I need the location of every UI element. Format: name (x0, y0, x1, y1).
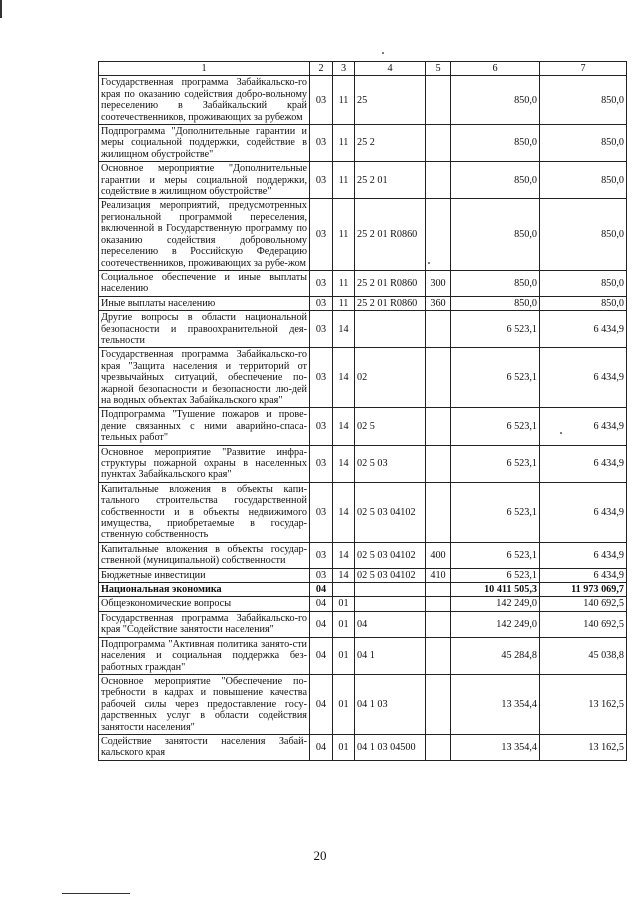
subsection-code-cell: 14 (333, 311, 355, 348)
target-article-cell (355, 583, 426, 597)
amount-col7-cell: 850,0 (540, 76, 627, 125)
item-name-cell: Основное мероприятие "Обеспечение по-требности в кадрах и повышение качества рабочей силы через предоставление госу-дарственных услуг в области содействия занятости населения" (99, 674, 310, 734)
amount-col7-cell: 45 038,8 (540, 637, 627, 674)
subsection-code-cell: 14 (333, 348, 355, 408)
section-code-cell: 04 (310, 611, 333, 637)
amount-col6-cell: 13 354,4 (451, 734, 540, 760)
amount-col7-cell: 850,0 (540, 296, 627, 310)
table-header-row (99, 62, 627, 76)
amount-col7-cell: 11 973 069,7 (540, 583, 627, 597)
subsection-code-cell: 14 (333, 445, 355, 482)
column-header: 5 (426, 62, 451, 76)
table-row (99, 611, 627, 637)
amount-col7-cell: 6 434,9 (540, 408, 627, 445)
table-row (99, 296, 627, 310)
target-article-cell: 04 1 03 (355, 674, 426, 734)
item-name-cell: Подпрограмма "Дополнительные гарантии и меры социальной поддержки, содействие в жилищном обустройстве" (99, 125, 310, 162)
target-article-cell: 02 5 03 (355, 445, 426, 482)
page-number: 20 (313, 848, 327, 863)
subsection-code-cell: 01 (333, 611, 355, 637)
amount-col6-cell: 6 523,1 (451, 408, 540, 445)
expense-type-cell (426, 199, 451, 270)
target-article-cell (355, 311, 426, 348)
section-code-cell: 03 (310, 348, 333, 408)
amount-col6-cell: 850,0 (451, 125, 540, 162)
table-row (99, 348, 627, 408)
column-header: 1 (99, 62, 310, 76)
table-row (99, 637, 627, 674)
amount-col7-cell: 6 434,9 (540, 348, 627, 408)
subsection-code-cell: 01 (333, 734, 355, 760)
target-article-cell: 02 5 03 04102 (355, 482, 426, 542)
item-name-cell: Капитальные вложения в объекты капи-тального строительства государственной собственности и в объекты недвижимого имущества, приобретаемые в государ-ственную собственность (99, 482, 310, 542)
table-row (99, 125, 627, 162)
amount-col6-cell: 142 249,0 (451, 597, 540, 611)
item-name-cell: Государственная программа Забайкальско-го края "Защита населения и территорий от чрезвычайных ситуаций, обеспечение по-жарной безопасности и безопасности лю-дей на водных объектах Забайкальского края" (99, 348, 310, 408)
item-name-cell: Содействие занятости населения Забай-кальского края (99, 734, 310, 760)
amount-col7-cell: 6 434,9 (540, 568, 627, 582)
item-name-cell: Основное мероприятие "Развитие инфра-структуры пожарной охраны в населенных пунктах Забайкальского края" (99, 445, 310, 482)
table-row (99, 270, 627, 296)
expense-type-cell: 360 (426, 296, 451, 310)
table-row (99, 445, 627, 482)
item-name-cell: Основное мероприятие "Дополнительные гарантии и меры социальной поддержки, содействие в жилищном обустройстве" (99, 162, 310, 199)
table-row (99, 162, 627, 199)
target-article-cell: 02 5 03 04102 (355, 568, 426, 582)
expense-type-cell (426, 597, 451, 611)
amount-col6-cell: 6 523,1 (451, 542, 540, 568)
subsection-code-cell: 01 (333, 637, 355, 674)
table-row (99, 568, 627, 582)
expense-type-cell: 400 (426, 542, 451, 568)
table-row (99, 597, 627, 611)
column-header: 3 (333, 62, 355, 76)
target-article-cell (355, 597, 426, 611)
amount-col6-cell: 6 523,1 (451, 482, 540, 542)
section-code-cell: 03 (310, 199, 333, 270)
amount-col6-cell: 13 354,4 (451, 674, 540, 734)
section-code-cell: 03 (310, 311, 333, 348)
expense-type-cell (426, 125, 451, 162)
section-code-cell: 03 (310, 270, 333, 296)
target-article-cell: 25 2 (355, 125, 426, 162)
target-article-cell: 02 (355, 348, 426, 408)
table-row (99, 734, 627, 760)
target-article-cell: 04 1 (355, 637, 426, 674)
amount-col7-cell: 140 692,5 (540, 597, 627, 611)
section-code-cell: 03 (310, 125, 333, 162)
expense-type-cell (426, 162, 451, 199)
section-code-cell: 03 (310, 408, 333, 445)
target-article-cell: 02 5 (355, 408, 426, 445)
expense-type-cell (426, 734, 451, 760)
amount-col7-cell: 6 434,9 (540, 445, 627, 482)
item-name-cell: Капитальные вложения в объекты государ-ственной (муниципальной) собственности (99, 542, 310, 568)
amount-col7-cell: 850,0 (540, 162, 627, 199)
target-article-cell: 04 (355, 611, 426, 637)
amount-col7-cell: 13 162,5 (540, 734, 627, 760)
amount-col6-cell: 10 411 505,3 (451, 583, 540, 597)
target-article-cell: 25 2 01 R0860 (355, 296, 426, 310)
amount-col7-cell: 850,0 (540, 125, 627, 162)
amount-col6-cell: 850,0 (451, 270, 540, 296)
table-row (99, 76, 627, 125)
subsection-code-cell: 11 (333, 76, 355, 125)
amount-col6-cell: 850,0 (451, 162, 540, 199)
subsection-code-cell: 01 (333, 674, 355, 734)
section-code-cell: 03 (310, 76, 333, 125)
amount-col6-cell: 6 523,1 (451, 568, 540, 582)
item-name-cell: Подпрограмма "Активная политика занято-сти населения и социальная поддержка без-работных граждан" (99, 637, 310, 674)
section-code-cell: 03 (310, 162, 333, 199)
item-name-cell: Другие вопросы в области национальной безопасности и правоохранительной дея-тельности (99, 311, 310, 348)
table-row (99, 482, 627, 542)
section-code-cell: 03 (310, 296, 333, 310)
item-name-cell: Государственная программа Забайкальско-го края "Содействие занятости населения" (99, 611, 310, 637)
section-code-cell: 03 (310, 445, 333, 482)
amount-col7-cell: 140 692,5 (540, 611, 627, 637)
section-code-cell: 04 (310, 637, 333, 674)
target-article-cell: 25 (355, 76, 426, 125)
item-name-cell: Социальное обеспечение и иные выплаты населению (99, 270, 310, 296)
item-name-cell: Общеэкономические вопросы (99, 597, 310, 611)
target-article-cell: 02 5 03 04102 (355, 542, 426, 568)
expense-type-cell (426, 445, 451, 482)
expense-type-cell (426, 637, 451, 674)
amount-col7-cell: 6 434,9 (540, 482, 627, 542)
budget-table-body (99, 62, 627, 761)
column-header: 4 (355, 62, 426, 76)
target-article-cell: 04 1 03 04500 (355, 734, 426, 760)
amount-col7-cell: 850,0 (540, 199, 627, 270)
scan-edge-mark (0, 0, 2, 18)
target-article-cell: 25 2 01 (355, 162, 426, 199)
footnote-divider (62, 893, 130, 894)
item-name-cell: Государственная программа Забайкальско-го края по оказанию содействия добро-вольному переселению в Забайкальский край соотечественников, проживающих за рубежом (99, 76, 310, 125)
item-name-cell: Иные выплаты населению (99, 296, 310, 310)
subsection-code-cell: 11 (333, 199, 355, 270)
expense-type-cell: 410 (426, 568, 451, 582)
section-code-cell: 04 (310, 583, 333, 597)
target-article-cell: 25 2 01 R0860 (355, 199, 426, 270)
scan-speck (382, 52, 384, 54)
amount-col7-cell: 13 162,5 (540, 674, 627, 734)
amount-col6-cell: 45 284,8 (451, 637, 540, 674)
amount-col7-cell: 6 434,9 (540, 542, 627, 568)
amount-col6-cell: 850,0 (451, 199, 540, 270)
section-code-cell: 03 (310, 542, 333, 568)
item-name-cell: Национальная экономика (99, 583, 310, 597)
subsection-code-cell: 14 (333, 482, 355, 542)
amount-col7-cell: 6 434,9 (540, 311, 627, 348)
expense-type-cell (426, 76, 451, 125)
amount-col6-cell: 6 523,1 (451, 445, 540, 482)
amount-col6-cell: 850,0 (451, 296, 540, 310)
section-code-cell: 03 (310, 568, 333, 582)
amount-col6-cell: 6 523,1 (451, 348, 540, 408)
section-code-cell: 04 (310, 597, 333, 611)
expense-type-cell (426, 348, 451, 408)
item-name-cell: Реализация мероприятий, предусмотренных региональной программой переселения, включенной в Государственную программу по оказанию содействия добровольному переселению в Российскую Федерацию соотечественников, проживающих за рубе-жом (99, 199, 310, 270)
column-header: 7 (540, 62, 627, 76)
table-row (99, 199, 627, 270)
section-code-cell: 03 (310, 482, 333, 542)
target-article-cell: 25 2 01 R0860 (355, 270, 426, 296)
expense-type-cell (426, 611, 451, 637)
section-code-cell: 04 (310, 734, 333, 760)
expense-type-cell: 300 (426, 270, 451, 296)
column-header: 6 (451, 62, 540, 76)
subsection-code-cell (333, 583, 355, 597)
expense-type-cell (426, 482, 451, 542)
subsection-code-cell: 11 (333, 162, 355, 199)
subsection-code-cell: 14 (333, 408, 355, 445)
amount-col6-cell: 6 523,1 (451, 311, 540, 348)
amount-col7-cell: 850,0 (540, 270, 627, 296)
table-row (99, 542, 627, 568)
item-name-cell: Бюджетные инвестиции (99, 568, 310, 582)
subsection-code-cell: 14 (333, 542, 355, 568)
subsection-code-cell: 01 (333, 597, 355, 611)
column-header: 2 (310, 62, 333, 76)
amount-col6-cell: 850,0 (451, 76, 540, 125)
table-row (99, 583, 627, 597)
budget-table (98, 61, 627, 761)
subsection-code-cell: 11 (333, 270, 355, 296)
item-name-cell: Подпрограмма "Тушение пожаров и прове-дение связанных с ними аварийно-спаса-тельных работ" (99, 408, 310, 445)
table-row (99, 674, 627, 734)
expense-type-cell (426, 674, 451, 734)
expense-type-cell (426, 311, 451, 348)
section-code-cell: 04 (310, 674, 333, 734)
amount-col6-cell: 142 249,0 (451, 611, 540, 637)
table-row (99, 408, 627, 445)
expense-type-cell (426, 583, 451, 597)
subsection-code-cell: 11 (333, 296, 355, 310)
subsection-code-cell: 11 (333, 125, 355, 162)
subsection-code-cell: 14 (333, 568, 355, 582)
table-row (99, 311, 627, 348)
expense-type-cell (426, 408, 451, 445)
